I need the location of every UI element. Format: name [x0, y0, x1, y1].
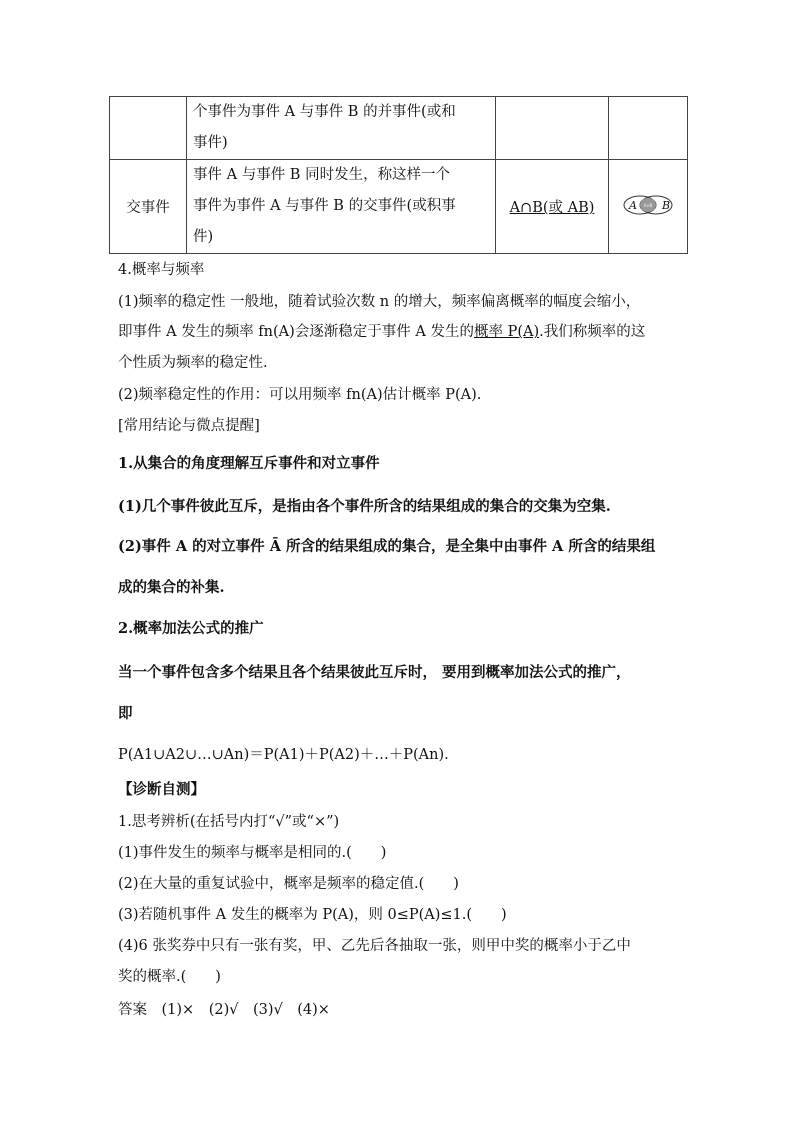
venn-label-intersection: A∩B [643, 202, 653, 208]
definition-line: 件) [193, 229, 214, 245]
event-table [109, 96, 688, 254]
question-item: 奖的概率.( ) [118, 969, 221, 985]
paragraph-line [118, 322, 645, 342]
subsection-title: 1.从集合的角度理解互斥事件和对立事件 [118, 455, 380, 472]
event-symbol-cell [496, 160, 609, 254]
definition-line: 事件为事件 A 与事件 B 的交事件(或积事 [193, 198, 456, 214]
definition-line: 事件 A 与事件 B 同时发生，称这样一个 [193, 167, 451, 183]
paragraph-line: 即 [118, 705, 133, 722]
paragraph-line: 个性质为频率的稳定性. [118, 355, 268, 371]
section-title: 4.概率与频率 [118, 262, 205, 278]
answer-line: 答案 (1)× (2)√ (3)√ (4)× [118, 1002, 330, 1018]
paragraph-line: (1)频率的稳定性 一般地，随着试验次数 n 的增大，频率偏离概率的幅度会缩小， [118, 294, 641, 310]
intersection-symbol: A∩B(或 AB) [509, 200, 595, 216]
event-diagram-cell [609, 97, 688, 160]
text-span: 即事件 A 发生的频率 fn(A)会逐渐稳定于事件 A 发生的 [118, 324, 474, 340]
event-name-cell [110, 97, 187, 160]
underlined-term: 概率 P(A) [473, 324, 540, 340]
event-definition-cell [187, 160, 496, 254]
text-span: .我们称频率的这 [539, 324, 646, 340]
event-diagram-cell [609, 160, 688, 254]
paragraph-line: 成的集合的补集. [118, 579, 225, 596]
addition-formula: P(A1∪A2∪…∪An)＝P(A1)＋P(A2)＋…＋P(An). [118, 747, 449, 763]
paragraph-line: (2)事件 A 的对立事件 Ā 所含的结果组成的集合，是全集中由事件 A 所含的结果组 [118, 538, 656, 555]
paragraph-line: (1)几个事件彼此互斥，是指由各个事件所含的结果组成的集合的交集为空集. [118, 498, 611, 515]
definition-line: 事件) [193, 135, 228, 151]
event-definition-cell [187, 97, 496, 160]
venn-diagram-icon [620, 193, 676, 217]
table-row [110, 160, 688, 254]
question-item: (1)事件发生的频率与概率是相同的.( ) [118, 845, 387, 861]
event-name-cell: 交事件 [110, 160, 187, 254]
diagnosis-header: 【诊断自测】 [118, 781, 205, 798]
question-item: (4)6 张奖券中只有一张有奖，甲、乙先后各抽取一张，则甲中奖的概率小于乙中 [118, 938, 631, 954]
question-item: (3)若随机事件 A 发生的概率为 P(A)，则 0≤P(A)≤1.( ) [118, 907, 507, 923]
question-title: 1.思考辨析(在括号内打“√”或“×”) [118, 814, 340, 830]
definition-line: 个事件为事件 A 与事件 B 的并事件(或和 [193, 104, 456, 120]
paragraph-line: 当一个事件包含多个结果且各个结果彼此互斥时， 要用到概率加法公式的推广， [118, 664, 631, 681]
venn-label-a: A [629, 198, 637, 212]
tips-header: [常用结论与微点提醒] [118, 418, 260, 434]
paragraph-line: (2)频率稳定性的作用：可以用频率 fn(A)估计概率 P(A). [118, 387, 482, 403]
question-item: (2)在大量的重复试验中，概率是频率的稳定值.( ) [118, 876, 459, 892]
event-symbol-cell [496, 97, 609, 160]
table-row [110, 97, 688, 160]
venn-label-b: B [662, 198, 671, 212]
subsection-title: 2.概率加法公式的推广 [118, 620, 264, 637]
